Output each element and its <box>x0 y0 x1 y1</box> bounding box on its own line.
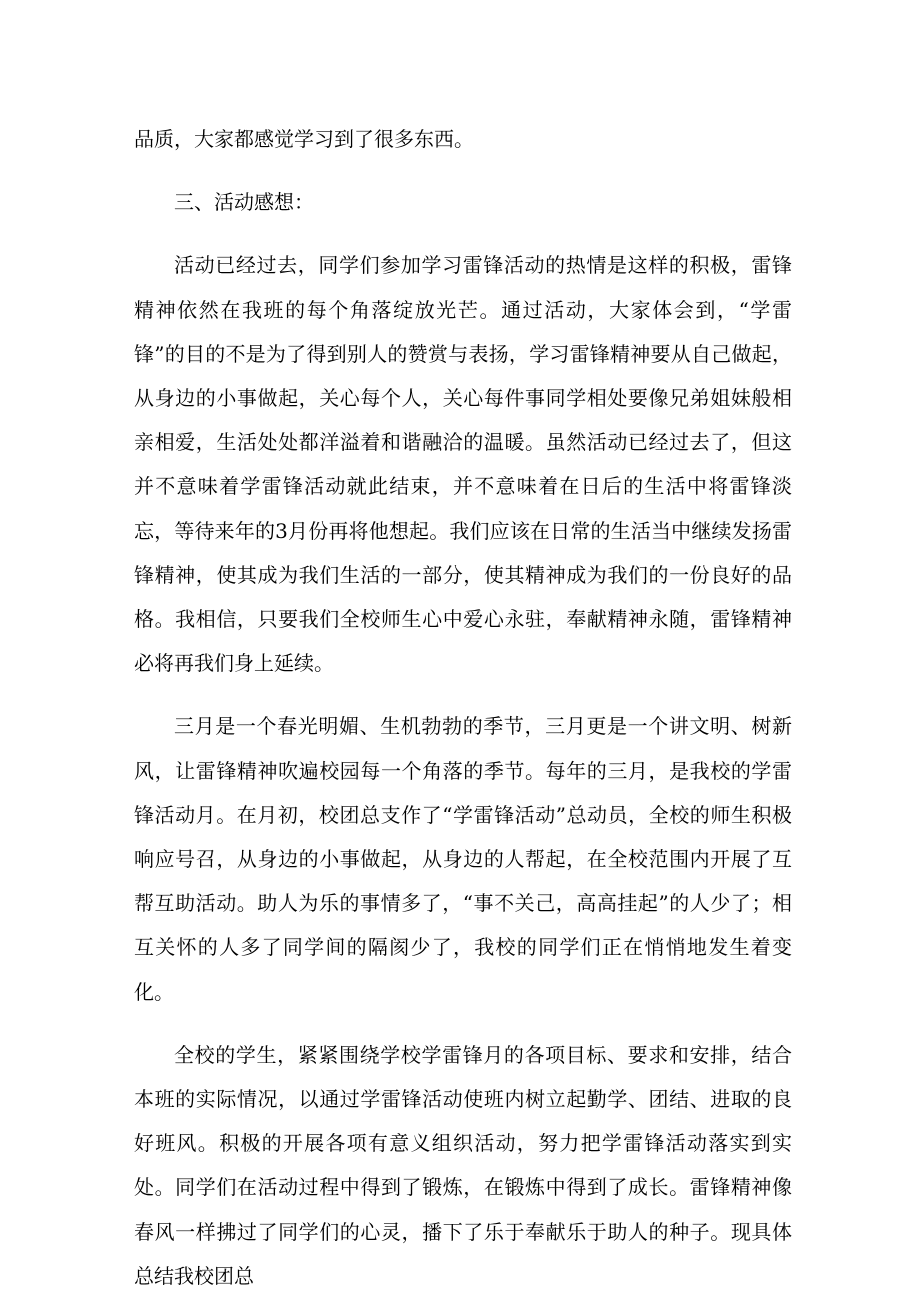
document-body <box>134 117 792 1298</box>
paragraph-reflection: 活动已经过去，同学们参加学习雷锋活动的热情是这样的积极，雷锋精神依然在我班的每个角落绽放光芒。通过活动，大家体会到，“学雷锋”的目的不是为了得到别人的赞赏与表扬，学习雷锋精神要从自己做起，从身边的小事做起，关心每个人，关心每件事同学相处要像兄弟姐妹般相亲相爱，生活处处都洋溢着和谐融洽的温暖。虽然活动已经过去了，但这并不意味着学雷锋活动就此结束，并不意味着在日后的生活中将雷锋淡忘，等待来年的3月份再将他想起。我们应该在日常的生活当中继续发扬雷锋精神，使其成为我们生活的一部分，使其精神成为我们的一份良好的品格。我相信，只要我们全校师生心中爱心永驻，奉献精神永随，雷锋精神必将再我们身上延续。 <box>134 253 792 676</box>
paragraph-continuation: 品质，大家都感觉学习到了很多东西。 <box>134 127 474 151</box>
paragraph-march: 三月是一个春光明媚、生机勃勃的季节，三月更是一个讲文明、树新风，让雷锋精神吹遍校园每一个角落的季节。每年的三月，是我校的学雷锋活动月。在月初，校团总支作了“学雷锋活动”总动员，全校的师生积极响应号召，从身边的小事做起，从身边的人帮起，在全校范围内开展了互帮互助活动。助人为乐的事情多了，“事不关己，高高挂起”的人少了；相互关怀的人多了同学间的隔阂少了，我校的同学们正在悄悄地发生着变化。 <box>134 714 792 1004</box>
paragraph-students: 全校的学生，紧紧围绕学校学雷锋月的各项目标、要求和安排，结合本班的实际情况，以通过学雷锋活动使班内树立起勤学、团结、进取的良好班风。积极的开展各项有意义组织活动，努力把学雷锋活动落实到实处。同学们在活动过程中得到了锻炼，在锻炼中得到了成长。雷锋精神像春风一样拂过了同学们的心灵，播下了乐于奉献乐于助人的种子。现具体总结我校团总 <box>134 1042 792 1288</box>
section-heading: 三、活动感想： <box>174 190 314 215</box>
